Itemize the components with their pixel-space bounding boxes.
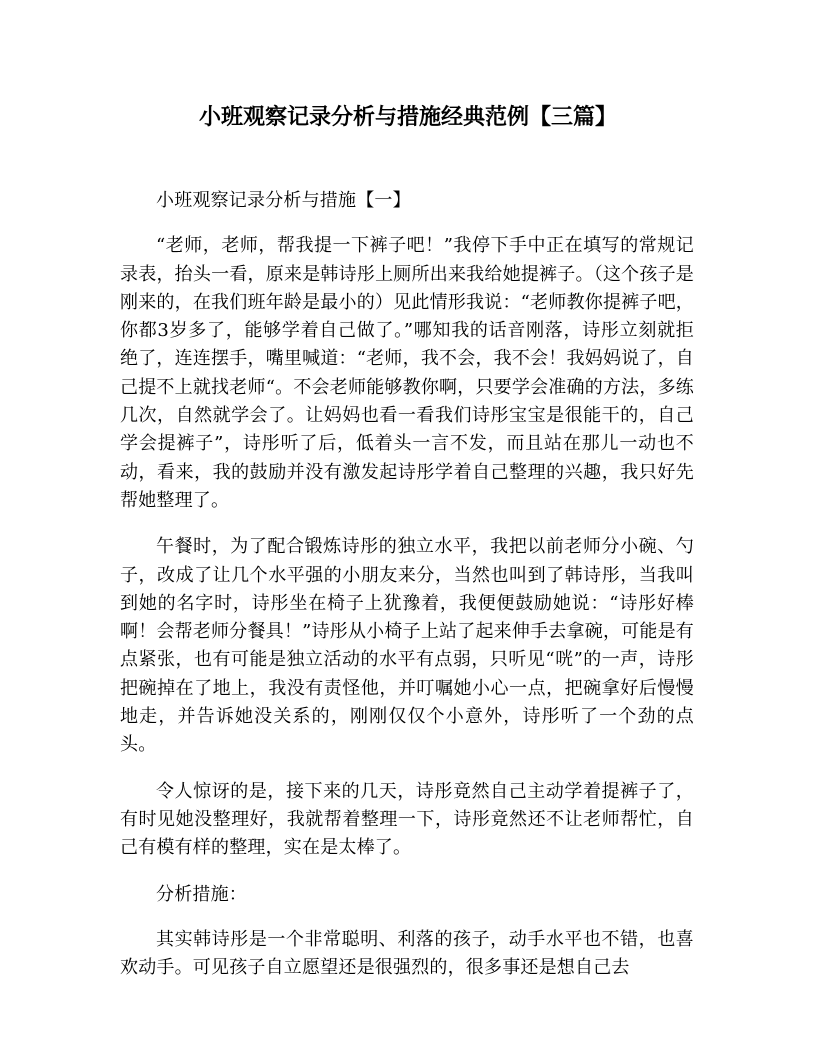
paragraph: 午餐时，为了配合锻炼诗彤的独立水平，我把以前老师分小碗、勺子，改成了让几个水平强的小朋友来分，当然也叫到了韩诗彤，当我叫到她的名字时，诗彤坐在椅子上犹豫着，我便便鼓励她说：“诗彤好棒啊！会帮老师分餐具！”诗彤从小椅子上站了起来伸手去拿碗，可能是有点紧张，也有可能是独立活动的水平有点弱，只听见“咣”的一声，诗彤把碗掉在了地上，我没有责怪他，并叮嘱她小心一点，把碗拿好后慢慢地走，并告诉她没关系的，刚刚仅仅个小意外，诗彤听了一个劲的点头。 bbox=[120, 536, 694, 756]
section-heading: 小班观察记录分析与措施【一】 bbox=[156, 190, 411, 211]
document-title: 小班观察记录分析与措施经典范例【三篇】 bbox=[198, 105, 617, 130]
paragraph: 其实韩诗彤是一个非常聪明、利落的孩子，动手水平也不错，也喜欢动手。可见孩子自立愿望还是很强烈的，很多事还是想自己去 bbox=[120, 928, 694, 979]
paragraph: 令人惊讶的是，接下来的几天，诗彤竟然自己主动学着提裤子了，有时见她没整理好，我就帮着整理一下，诗彤竟然还不让老师帮忙，自己有模有样的整理，实在是太棒了。 bbox=[120, 780, 694, 859]
analysis-heading: 分析措施： bbox=[156, 883, 247, 905]
paragraph: “老师，老师，帮我提一下裤子吧！”我停下手中正在填写的常规记录表，抬头一看，原来是韩诗彤上厕所出来我给她提裤子。（这个孩子是刚来的，在我们班年龄是最小的）见此情形我说：“老师教你提裤子吧，你都3岁多了，能够学着自己做了。”哪知我的话音刚落，诗彤立刻就拒绝了，连连摆手，嘴里喊道：“老师，我不会，我不会！我妈妈说了，自己提不上就找老师“。不会老师能够教你啊，只要学会准确的方法，多练几次，自然就学会了。让妈妈也看一看我们诗彤宝宝是很能干的，自己学会提裤子”，诗彤听了后，低着头一言不发，而且站在那儿一动也不动，看来，我的鼓励并没有激发起诗彤学着自己整理的兴趣，我只好先帮她整理了。 bbox=[120, 235, 694, 511]
document-body bbox=[120, 187, 694, 1000]
